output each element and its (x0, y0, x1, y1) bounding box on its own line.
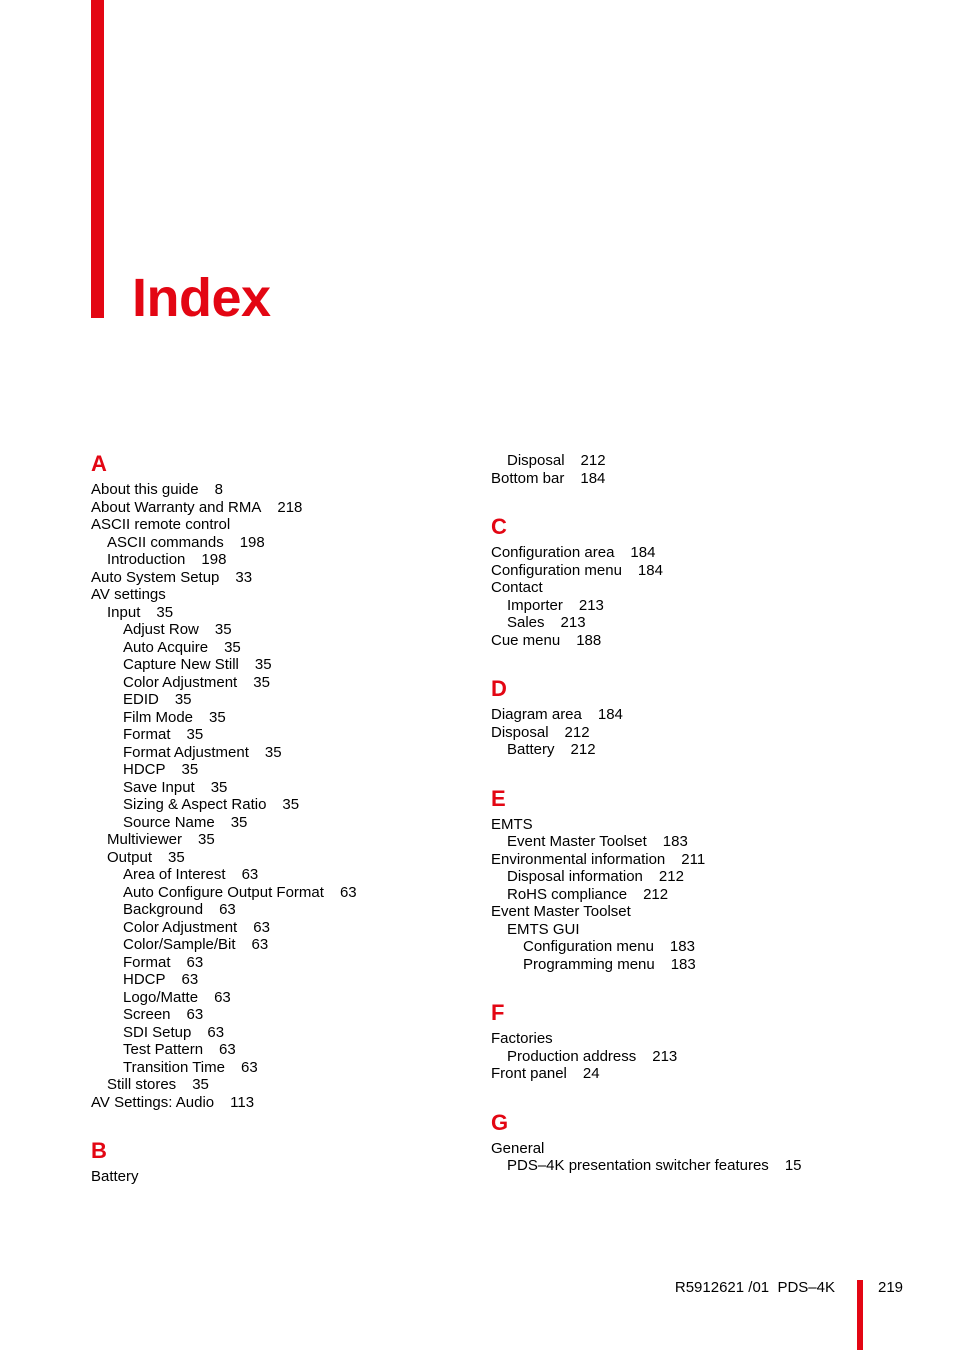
index-entry-term: Auto Configure Output Format (123, 883, 324, 901)
index-entry (91, 901, 461, 919)
index-section (491, 999, 861, 1083)
index-entry-page-link[interactable]: 35 (254, 656, 272, 673)
index-entry (91, 499, 461, 517)
index-entry (491, 1048, 861, 1066)
index-entry-page-link[interactable]: 188 (576, 631, 602, 649)
index-entry-page-link[interactable]: 63 (241, 866, 259, 883)
index-entry-page-link[interactable]: 184 (580, 469, 606, 487)
index-entry-term: SDI Setup (123, 1023, 192, 1041)
index-entry-page-link[interactable]: 35 (198, 831, 215, 848)
index-entry-term: Disposal (491, 723, 549, 741)
index-entry-page-link[interactable]: 184 (637, 561, 663, 579)
index-entry (491, 614, 861, 632)
index-entry-page-link[interactable]: 63 (219, 901, 236, 918)
index-entry-term: Battery (507, 741, 555, 758)
index-entry-term: ASCII commands (107, 533, 224, 551)
index-entry (91, 551, 461, 569)
index-entry (491, 921, 861, 939)
index-entry-term: Programming menu (523, 955, 655, 973)
index-entry (91, 919, 461, 937)
index-entry-term: Diagram area (491, 706, 582, 723)
index-entry-term: Format (123, 953, 171, 971)
index-entry (491, 868, 861, 886)
index-entry-page-link[interactable]: 213 (578, 596, 604, 614)
index-entry (91, 831, 461, 849)
index-entry-term: ASCII remote control (91, 516, 231, 533)
index-entry-page-link[interactable]: 213 (652, 1047, 678, 1065)
index-entry-term: PDS–4K presentation switcher features (507, 1157, 769, 1174)
index-entry-term: Configuration menu (491, 561, 622, 579)
index-entry (491, 886, 861, 904)
index-entry-page-link[interactable]: 15 (784, 1157, 802, 1174)
index-entry-page-link[interactable]: 183 (670, 955, 696, 973)
index-entry-term: Cue menu (491, 631, 561, 649)
index-column-right (491, 452, 861, 1201)
index-entry (91, 621, 461, 639)
index-entry-page-link[interactable]: 211 (681, 850, 706, 868)
index-entry-term: Transition Time (123, 1058, 225, 1076)
index-entry-term: Format (123, 726, 171, 743)
index-entry (91, 989, 461, 1007)
index-entry (91, 481, 461, 499)
index-entry-term: Color Adjustment (123, 918, 238, 936)
index-entry (91, 1006, 461, 1024)
index-entry-page-link[interactable]: 63 (251, 936, 269, 953)
index-entry-page-link[interactable]: 35 (209, 708, 226, 726)
index-entry-page-link[interactable]: 184 (630, 544, 656, 561)
index-entry (91, 656, 461, 674)
section-letter: F (491, 1000, 505, 1025)
index-entry-page-link[interactable]: 35 (224, 638, 241, 656)
index-entry-term: EMTS (491, 815, 533, 833)
index-entry-term: Environmental information (491, 850, 666, 868)
index-entry-term: Configuration area (491, 544, 615, 561)
section-letter: D (491, 676, 507, 701)
index-entry (491, 816, 861, 834)
index-entry (91, 884, 461, 902)
index-entry-page-link[interactable]: 63 (253, 918, 270, 936)
index-entry (91, 849, 461, 867)
index-entry-term: About this guide (91, 481, 199, 498)
index-entry-term: Still stores (107, 1076, 177, 1093)
index-entry (91, 954, 461, 972)
index-entry-page-link[interactable]: 63 (339, 883, 357, 901)
index-entry-term: Front panel (491, 1065, 567, 1082)
index-entry-term: Capture New Still (123, 656, 239, 673)
index-entry-page-link[interactable]: 63 (186, 953, 204, 971)
index-entry (91, 1094, 461, 1112)
index-entry (491, 706, 861, 724)
index-entry-term: Sales (507, 614, 545, 631)
index-entry-page-link[interactable]: 212 (570, 741, 596, 758)
section-letter: B (91, 1138, 107, 1163)
index-entry (91, 516, 461, 534)
index-entry-term: Test Pattern (123, 1041, 204, 1058)
index-entry-page-link[interactable]: 35 (253, 673, 270, 691)
index-entry-page-link[interactable]: 63 (219, 1041, 236, 1058)
index-entry-page-link[interactable]: 8 (214, 481, 223, 498)
index-entry-term: Production address (507, 1047, 637, 1065)
index-entry-page-link[interactable]: 213 (560, 614, 586, 631)
section-letter: E (491, 785, 506, 811)
index-entry-page-link[interactable]: 212 (580, 452, 606, 469)
index-entry (91, 866, 461, 884)
index-entry-term: Color/Sample/Bit (123, 936, 236, 953)
index-entry (91, 971, 461, 989)
index-entry-page-link[interactable]: 63 (207, 1023, 225, 1041)
index-entry-page-link[interactable]: 35 (264, 743, 282, 761)
footer-page-number: 219 (878, 1279, 904, 1296)
index-entry (491, 632, 861, 650)
index-entry-term: Source Name (123, 813, 215, 831)
index-entry-term: AV Settings: Audio (91, 1093, 215, 1111)
index-entry-term: HDCP (123, 761, 166, 778)
index-entry (491, 470, 861, 488)
index-entry-term: Film Mode (123, 708, 194, 726)
index-entry (491, 741, 861, 759)
index-entry (491, 938, 861, 956)
index-entry-page-link[interactable]: 35 (282, 796, 300, 813)
index-entry (491, 903, 861, 921)
index-entry-page-link[interactable]: 183 (662, 833, 688, 850)
index-entry-term: Factories (491, 1030, 553, 1047)
index-entry-term: RoHS compliance (507, 885, 628, 903)
index-entry-page-link[interactable]: 63 (240, 1058, 258, 1076)
index-entry-term: EMTS GUI (507, 920, 580, 938)
index-entry (491, 956, 861, 974)
index-entry-term: Sizing & Aspect Ratio (123, 796, 267, 813)
index-section (491, 675, 861, 759)
index-entry (491, 1140, 861, 1158)
index-entry-term: Disposal information (507, 868, 643, 885)
index-entry-term: Color Adjustment (123, 673, 238, 691)
index-entry (91, 744, 461, 762)
index-entry-term: Disposal (507, 452, 565, 469)
index-entry-page-link[interactable]: 35 (181, 761, 199, 778)
index-entry (91, 604, 461, 622)
section-letter: G (491, 1109, 509, 1135)
index-entry (91, 569, 461, 587)
index-entry-term: Background (123, 901, 204, 918)
index-entry-page-link[interactable]: 35 (230, 813, 248, 831)
index-entry-term: Format Adjustment (123, 743, 249, 761)
index-entry-term: General (491, 1139, 545, 1157)
index-entry-term: Input (107, 603, 141, 621)
index-entry-page-link[interactable]: 35 (210, 778, 228, 796)
index-entry-term: Contact (491, 579, 543, 596)
index-entry (91, 726, 461, 744)
index-entry (91, 691, 461, 709)
index-entry-page-link[interactable]: 24 (582, 1065, 600, 1082)
index-entry-term: Introduction (107, 551, 186, 568)
index-entry-term: Output (107, 848, 153, 866)
index-entry (91, 814, 461, 832)
index-entry (91, 674, 461, 692)
index-entry-page-link[interactable]: 33 (235, 568, 253, 586)
index-entry-term: EDID (123, 691, 159, 708)
index-entry (91, 1076, 461, 1094)
index-entry (91, 1024, 461, 1042)
footer-accent-bar (857, 1280, 863, 1350)
index-entry-term: Configuration menu (523, 938, 654, 955)
footer-document-reference: R5912621 /01 PDS–4K (674, 1279, 835, 1296)
index-section (491, 452, 861, 487)
index-column-left (91, 450, 461, 1212)
index-entry-page-link[interactable]: 212 (658, 868, 684, 885)
index-entry (91, 796, 461, 814)
index-entry (91, 1059, 461, 1077)
index-section (491, 1109, 861, 1175)
index-entry (491, 1157, 861, 1175)
index-entry-term: Auto System Setup (91, 568, 220, 586)
index-entry-term: Auto Acquire (123, 638, 209, 656)
index-entry-page-link[interactable]: 35 (174, 691, 192, 708)
index-entry (491, 724, 861, 742)
index-entry (491, 833, 861, 851)
index-entry-page-link[interactable]: 35 (214, 621, 232, 638)
index-entry-page-link[interactable]: 63 (181, 971, 199, 988)
index-entry (491, 851, 861, 869)
index-entry (91, 761, 461, 779)
index-entry-page-link[interactable]: 183 (669, 938, 695, 955)
index-entry-term: Adjust Row (123, 621, 199, 638)
index-entry (491, 1065, 861, 1083)
index-entry-term: About Warranty and RMA (91, 498, 262, 516)
index-entry-page-link[interactable]: 63 (186, 1006, 204, 1023)
index-entry (491, 1030, 861, 1048)
index-entry-page-link[interactable]: 35 (156, 603, 174, 621)
title-accent-bar (91, 0, 104, 318)
index-entry (91, 936, 461, 954)
index-entry (91, 534, 461, 552)
section-letter: A (91, 451, 107, 476)
index-entry (491, 597, 861, 615)
index-entry (491, 452, 861, 470)
index-entry-term: Area of Interest (123, 866, 226, 883)
index-section (91, 1137, 461, 1186)
index-entry (491, 562, 861, 580)
index-entry-term: HDCP (123, 971, 166, 988)
index-entry-page-link[interactable]: 35 (192, 1076, 209, 1093)
index-section (91, 450, 461, 1111)
index-entry-page-link[interactable]: 184 (597, 706, 623, 723)
index-entry-term: Importer (507, 596, 563, 614)
index-entry (491, 579, 861, 597)
index-entry-term: AV settings (91, 586, 166, 603)
index-entry-page-link[interactable]: 198 (239, 533, 265, 551)
index-entry-term: Logo/Matte (123, 988, 199, 1006)
index-entry (91, 586, 461, 604)
index-entry-page-link[interactable]: 63 (214, 988, 231, 1006)
page-title: Index (132, 268, 271, 328)
index-entry-term: Event Master Toolset (507, 833, 647, 850)
index-entry (91, 1041, 461, 1059)
index-entry (491, 544, 861, 562)
index-entry-term: Event Master Toolset (491, 903, 631, 920)
index-entry-term: Screen (123, 1006, 171, 1023)
index-entry-term: Bottom bar (491, 469, 565, 487)
index-entry-term: Battery (91, 1168, 139, 1185)
index-entry-page-link[interactable]: 212 (564, 723, 590, 741)
index-section (491, 513, 861, 649)
index-section (491, 785, 861, 974)
index-entry-term: Multiviewer (107, 831, 183, 848)
index-entry (91, 779, 461, 797)
index-entry (91, 639, 461, 657)
index-entry-page-link[interactable]: 212 (643, 885, 669, 903)
index-entry-term: Save Input (123, 778, 195, 796)
index-entry (91, 1168, 461, 1186)
index-entry-page-link[interactable]: 218 (277, 498, 303, 516)
index-entry-page-link[interactable]: 35 (186, 726, 204, 743)
index-entry-page-link[interactable]: 35 (168, 848, 185, 866)
index-entry-page-link[interactable]: 198 (201, 551, 227, 568)
index-entry-page-link[interactable]: 113 (230, 1093, 255, 1111)
index-entry (91, 709, 461, 727)
section-letter: C (491, 514, 507, 539)
